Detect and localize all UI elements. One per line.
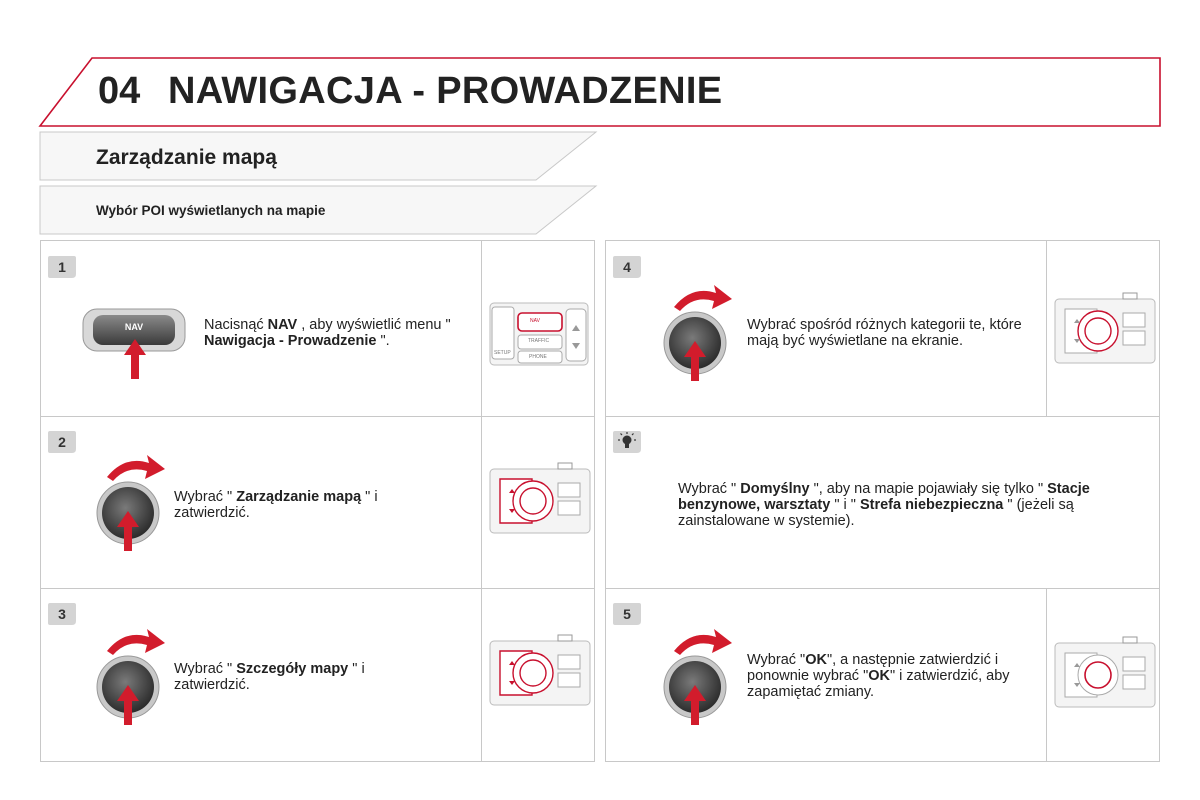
step-number: 4 (623, 259, 631, 275)
console-setup-label: SETUP (494, 350, 511, 356)
console-knob-graphic (1053, 635, 1157, 711)
tip-panel (605, 416, 1160, 590)
step-number: 5 (623, 606, 631, 622)
rotary-knob-icon (662, 621, 742, 729)
step-5-text: Wybrać "OK", a następnie zatwierdzić i ponownie wybrać "OK" i zatwierdzić, aby zapamiętać zmiany. (747, 652, 1010, 700)
lightbulb-icon (612, 429, 642, 455)
step-number: 3 (58, 606, 66, 622)
console-image-nav (481, 241, 594, 417)
step-3-panel (40, 588, 595, 762)
step-2-text: Wybrać " Zarządzanie mapą " i zatwierdzić. (174, 489, 378, 521)
press-arrow-icon (121, 337, 149, 381)
rotary-knob-icon (95, 447, 175, 555)
step-2-panel (40, 416, 595, 590)
console-image-knob (1046, 589, 1159, 761)
console-image-knob (481, 417, 594, 589)
chapter-number: 04 (98, 70, 141, 112)
console-knob-graphic (1053, 291, 1157, 367)
step-1-text: Nacisnąć NAV , aby wyświetlić menu " Nawigacja - Prowadzenie ". (204, 317, 451, 349)
console-phone-label: PHONE (529, 354, 547, 360)
section-title: Zarządzanie mapą (96, 146, 277, 169)
console-image-knob (1046, 241, 1159, 417)
step-3-text: Wybrać " Szczegóły mapy " i zatwierdzić. (174, 661, 365, 693)
console-knob-graphic (488, 461, 592, 537)
step-1-panel (40, 240, 595, 418)
step-number: 1 (58, 259, 66, 275)
rotary-knob-icon (662, 277, 742, 385)
nav-button-label: NAV (124, 322, 144, 332)
page-title: NAWIGACJA - PROWADZENIE (168, 70, 723, 112)
console-image-knob (481, 589, 594, 761)
console-traffic-label: TRAFFIC (528, 338, 550, 344)
step-4-panel (605, 240, 1160, 418)
rotary-knob-icon (95, 621, 175, 729)
step-number: 2 (58, 434, 66, 450)
step-5-panel (605, 588, 1160, 762)
tip-text: Wybrać " Domyślny ", aby na mapie pojawiały się tylko " Stacje benzynowe, warsztaty " i " Strefa niebezpieczna " (jeżeli są zainstalowane w systemie). (678, 481, 1090, 529)
step-4-text: Wybrać spośród różnych kategorii te, które mają być wyświetlane na ekranie. (747, 317, 1022, 349)
section-subtitle: Wybór POI wyświetlanych na mapie (96, 203, 326, 218)
console-knob-graphic (488, 633, 592, 709)
console-nav-label: NAV (530, 318, 540, 324)
